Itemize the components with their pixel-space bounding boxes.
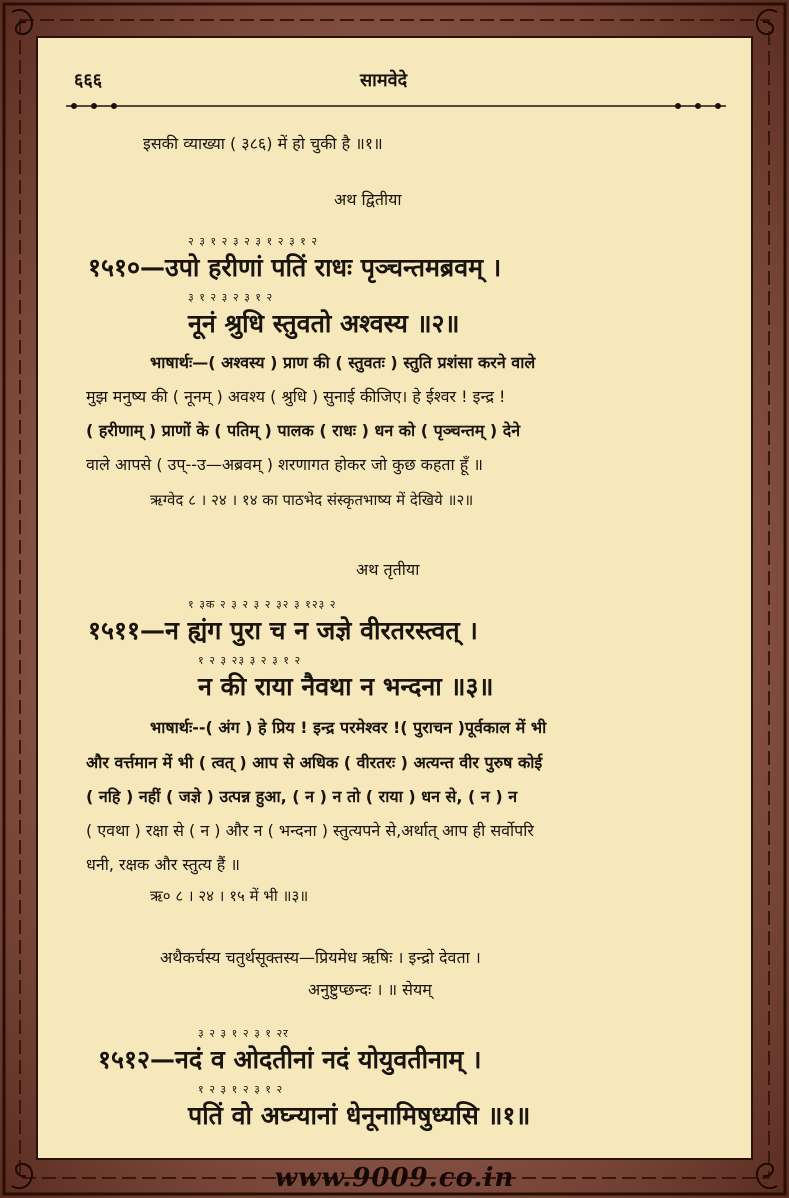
mantra-1511-line2: न की राया नैवथा न भन्दना ॥३॥ (198, 672, 494, 701)
website-link[interactable]: www.9009.co.in (274, 1163, 515, 1193)
rigveda-reference: ऋग्वेद ८ । २४ । १४ का पाठभेद संस्कृतभाष्य में देखिये ॥२॥ (150, 491, 474, 509)
mantra-1510-line2: नूनं श्रुधि स्तुवतो अश्वस्य ॥२॥ (188, 309, 460, 338)
svara-accent-marks: ३ १ २ ३ २ ३ १ २ (188, 291, 274, 304)
bhashartha-line: और वर्त्तमान में भी ( त्वत् ) आप से अधिक ( वीरतरः ) अत्यन्त वीर पुरुष कोई (86, 753, 543, 772)
bhashartha-line: भाषार्थः—( अश्वस्य ) प्राण की ( स्तुवतः ) स्तुति प्रशंसा करने वाले (150, 353, 536, 372)
bhashartha-line: ( नहि ) नहीं ( जज्ञे ) उत्पन्न हुआ, ( न ) न तो ( राया ) धन से, ( न ) न (86, 787, 518, 806)
mantra-1512-line1: १५१२—नदं व ओदतीनां नदं योयुवतीनाम् । (98, 1045, 482, 1074)
svara-accent-marks: १ २ ३ १ २ ३ १ २ (198, 1083, 284, 1096)
bhashartha-line: ( एवथा ) रक्षा से ( न ) और न ( भन्दना ) स्तुत्यपने से,अर्थात् आप ही सर्वोपरि (86, 821, 534, 840)
book-title: सामवेदे (360, 70, 408, 91)
scripture-page (36, 36, 753, 1160)
header-divider (66, 98, 726, 114)
mantra-1510-line1: १५१०—उपो हरीणां पतिं राधः पृञ्चन्तमब्रवम् । (88, 253, 502, 282)
bhashartha-line: ( हरीणाम् ) प्राणों के ( पतिम् ) पालक ( राधः ) धन को ( पृञ्चन्तम् ) देने (86, 421, 521, 440)
rigveda-reference: ऋ० ८ । २४ । १५ में भी ॥३॥ (150, 887, 309, 905)
svara-accent-marks: १ ३क २ ३ २ ३ २ ३२ ३ १२३ २ (188, 598, 337, 611)
bhashartha-line: मुझ मनुष्य की ( नूनम् ) अवश्य ( श्रुधि ) सुनाई कीजिए। हे ईश्वर ! इन्द्र ! (86, 387, 506, 406)
svara-accent-marks: २ ३ १ २ ३ २ ३ १ २ ३ १ २ (188, 235, 319, 248)
mantra-1511-line1: १५११—न ह्यंग पुरा च न जज्ञे वीरतरस्त्वत् । (88, 616, 478, 645)
bhashartha-line: वाले आपसे ( उप्--उ—अब्रवम् ) शरणागत होकर जो कुछ कहता हूँ ॥ (86, 455, 483, 474)
bhashartha-line: भाषार्थः--( अंग ) हे प्रिय ! इन्द्र परमेश्वर !( पुराचन )पूर्वकाल में भी (150, 718, 547, 737)
page-number: ६६६ (74, 70, 103, 91)
intro-line: इसकी व्याख्या ( ३८६) में हो चुकी है ॥१॥ (143, 134, 383, 153)
svara-accent-marks: १ २ ३ २३ ३ २ ३ १ २ (198, 654, 302, 667)
section-heading-tritiya: अथ तृतीया (356, 560, 420, 579)
section-heading-dvitiya: अथ द्वितीया (334, 190, 402, 209)
bhashartha-line: धनी, रक्षक और स्तुत्य हैं ॥ (86, 855, 240, 874)
mantra-1512-line2: पतिं वो अघ्न्यानां धेनूनामिषुध्यसि ॥१॥ (188, 1101, 531, 1130)
svara-accent-marks: ३ २ ३ १ २ ३ १ २र (198, 1027, 289, 1040)
sukta-intro-line: अथैकर्चस्य चतुर्थसूक्तस्य—प्रियमेध ऋषिः । इन्द्रो देवता । (160, 948, 481, 967)
sukta-intro-line: अनुष्टुप्छन्दः । ॥ सेयम् (308, 980, 432, 999)
